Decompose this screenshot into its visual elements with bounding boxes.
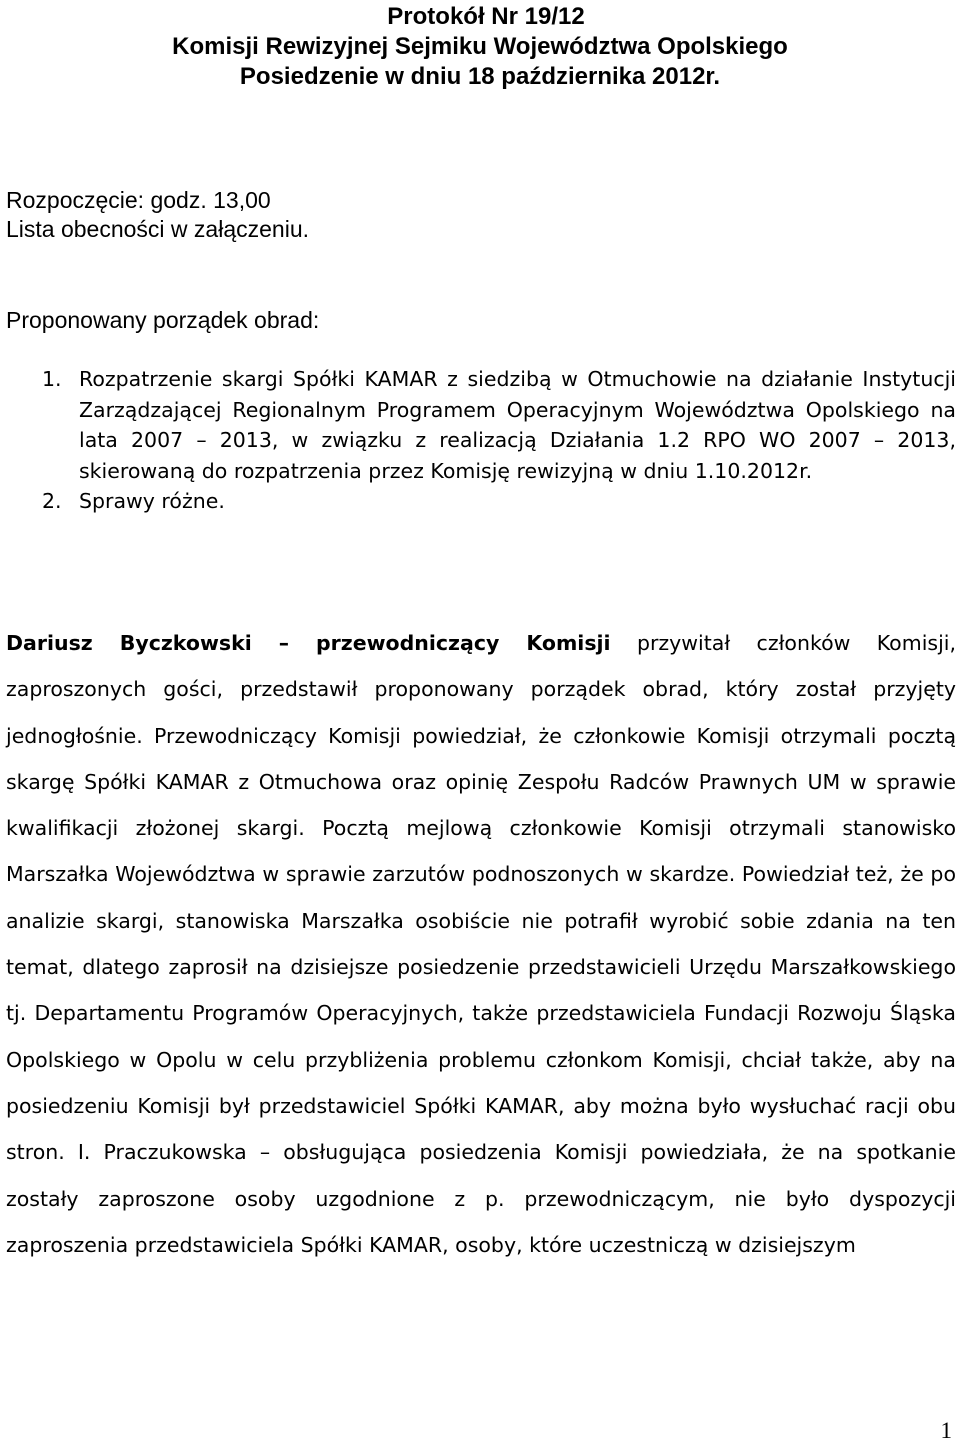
chairman-name: Dariusz Byczkowski – przewodniczący Komisji [6,631,611,655]
start-time: Rozpoczęcie: godz. 13,00 [6,187,271,213]
agenda-title: Proponowany porządek obrad: [6,307,320,333]
minutes-paragraph [6,620,956,1268]
attendance-note: Lista obecności w załączeniu. [6,216,309,242]
session-date: Posiedzenie w dniu 18 października 2012r. [239,63,721,90]
agenda-item [42,486,956,517]
committee-name: Komisji Rewizyjnej Sejmiku Województwa Opolskiego [172,33,788,60]
minutes-text: przywitał członków Komisji, zaproszonych gości, przedstawił proponowany porządek obrad, który został przyjęty jednogłośnie. Przewodniczący Komisji powiedział, że członkowie Komisji otrzymali pocztą skargę Spółki KAMAR z Otmuchowa oraz opinię Zespołu Radców Prawnych UM w sprawie kwalifikacji złożonej skargi. Pocztą mejlową członkowie Komisji otrzymali stanowisko Marszałka Województwa w sprawie zarzutów podnoszonych w skardze. Powiedział też, że po analizie skargi, stanowiska Marszałka osobiście nie potrafił wyrobić sobie zdania na ten temat, dlatego zaprosił na dzisiejsze posiedzenie przedstawicieli Urzędu Marszałkowskiego tj. Departamentu Programów Operacyjnych, także przedstawiciela Fundacji Rozwoju Śląska Opolskiego w Opolu w celu przybliżenia problemu członkom Komisji, chciał także, aby na posiedzeniu Komisji był przedstawiciel Spółki KAMAR, aby można było wysłuchać racji obu stron. I. Praczukowska – obsługująca posiedzenia Komisji powiedziała, że na spotkanie zostały zaproszone osoby uzgodnione z p. przewodniczącym, nie było dyspozycji zaproszenia przedstawiciela Spółki KAMAR, osoby, które uczestniczą w dzisiejszym [6,631,956,1257]
agenda-list [42,364,956,517]
document-header [0,2,960,92]
agenda-item-text: Rozpatrzenie skargi Spółki KAMAR z siedzibą w Otmuchowie na działanie Instytucji Zarządzającej Regionalnym Programem Operacyjnym Województwa Opolskiego na lata 2007 – 2013, w związku z realizacją Działania 1.2 RPO WO 2007 – 2013, skierowaną do rozpatrzenia przez Komisję rewizyjną w dniu 1.10.2012r. [79,367,956,483]
page-number: 1 [940,1418,952,1443]
agenda-item-text: Sprawy różne. [79,489,225,513]
agenda-item-number: 2. [42,489,62,513]
agenda-item [42,364,956,486]
agenda-item-number: 1. [42,367,62,391]
protocol-title: Protokół Nr 19/12 [387,3,585,30]
